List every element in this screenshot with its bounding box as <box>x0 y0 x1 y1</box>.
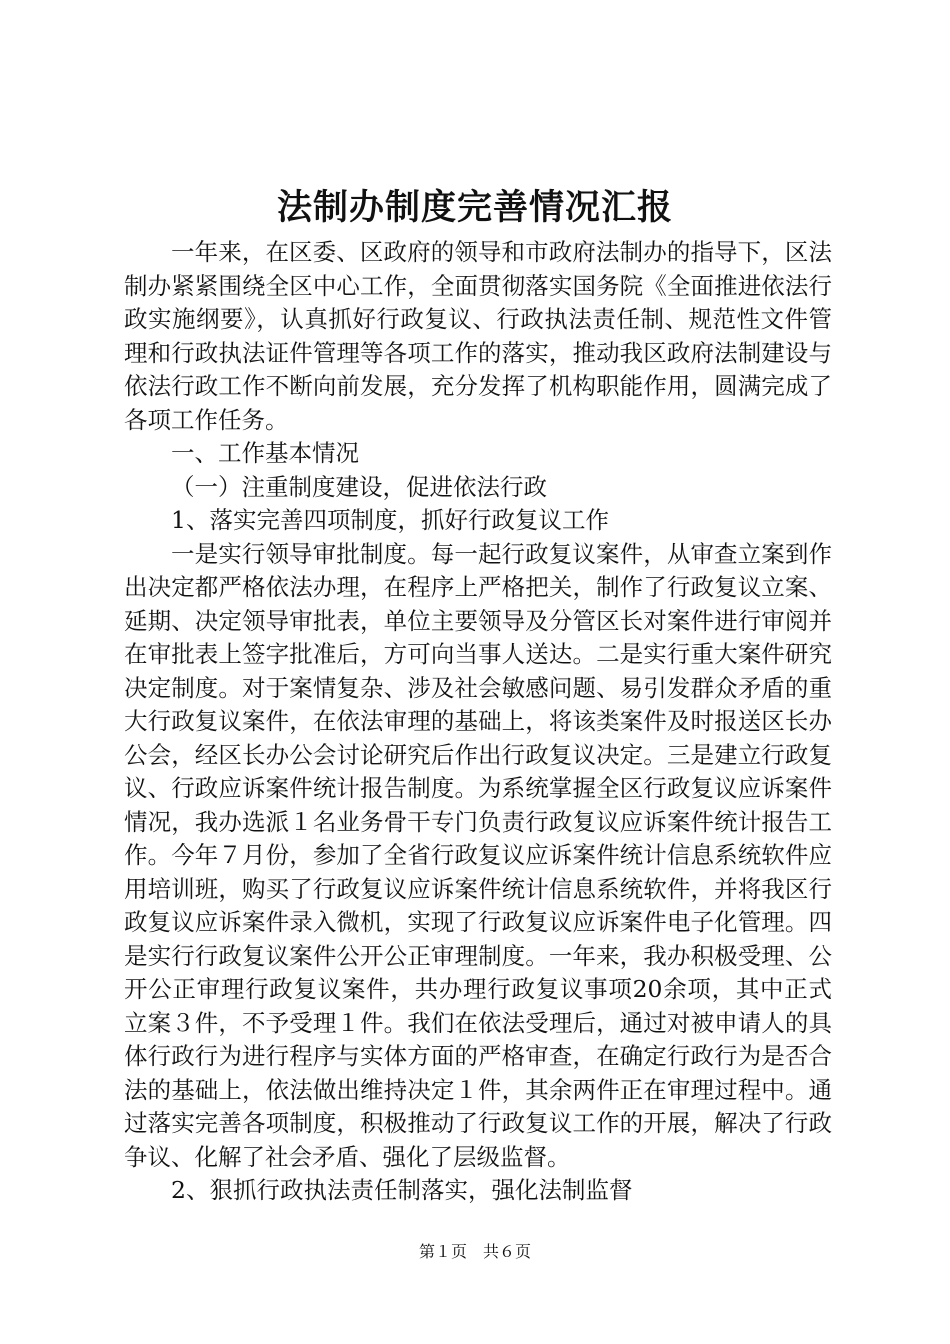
document-body <box>124 236 832 1208</box>
paragraph-intro: 一年来，在区委、区政府的领导和市政府法制办的指导下，区法制办紧紧围绕全区中心工作，全面贯彻落实国务院《全面推进依法行政实施纲要》，认真抓好行政复议、行政执法责任制、规范性文件管理和行政执法证件管理等各项工作的落实，推动我区政府法制建设与依法行政工作不断向前发展，充分发挥了机构职能作用，圆满完成了各项工作任务。 <box>124 238 832 434</box>
document-title: 法制办制度完善情况汇报 <box>276 187 673 228</box>
paragraph-item-1-body: 一是实行领导审批制度。每一起行政复议案件，从审查立案到作出决定都严格依法办理，在程序上严格把关，制作了行政复议立案、延期、决定领导审批表，单位主要领导及分管区长对案件进行审阅并在审批表上签字批准后，方可向当事人送达。二是实行重大案件研究决定制度。对于案情复杂、涉及社会敏感问题、易引发群众矛盾的重大行政复议案件，在依法审理的基础上，将该类案件及时报送区长办公会，经区长办公会讨论研究后作出行政复议决定。三是建立行政复议、行政应诉案件统计报告制度。为系统掌握全区行政复议应诉案件情况，我办选派１名业务骨干专门负责行政复议应诉案件统计报告工作。今年７月份，参加了全省行政复议应诉案件统计信息系统软件应用培训班，购买了行政复议应诉案件统计信息系统软件，并将我区行政复议应诉案件录入微机，实现了行政复议应诉案件电子化管理。四是实行行政复议案件公开公正审理制度。一年来，我办积极受理、公开公正审理行政复议案件，共办理行政复议事项20余项，其中正式立案３件，不予受理１件。我们在依法受理后，通过对被申请人的具体行政行为进行程序与实体方面的严格审查，在确定行政行为是否合法的基础上，依法做出维持决定１件，其余两件正在审理过程中。通过落实完善各项制度，积极推动了行政复议工作的开展，解决了行政争议、化解了社会矛盾、强化了层级监督。 <box>124 539 832 1171</box>
page-number-footer: 第１页 共６页 <box>418 1242 531 1261</box>
heading-item-2: 2、狠抓行政执法责任制落实，强化法制监督 <box>171 1176 633 1204</box>
heading-subsection-1: （一）注重制度建设，促进依法行政 <box>171 472 547 501</box>
heading-item-1: 1、落实完善四项制度，抓好行政复议工作 <box>171 506 609 534</box>
heading-section-1: 一、工作基本情况 <box>171 439 359 467</box>
